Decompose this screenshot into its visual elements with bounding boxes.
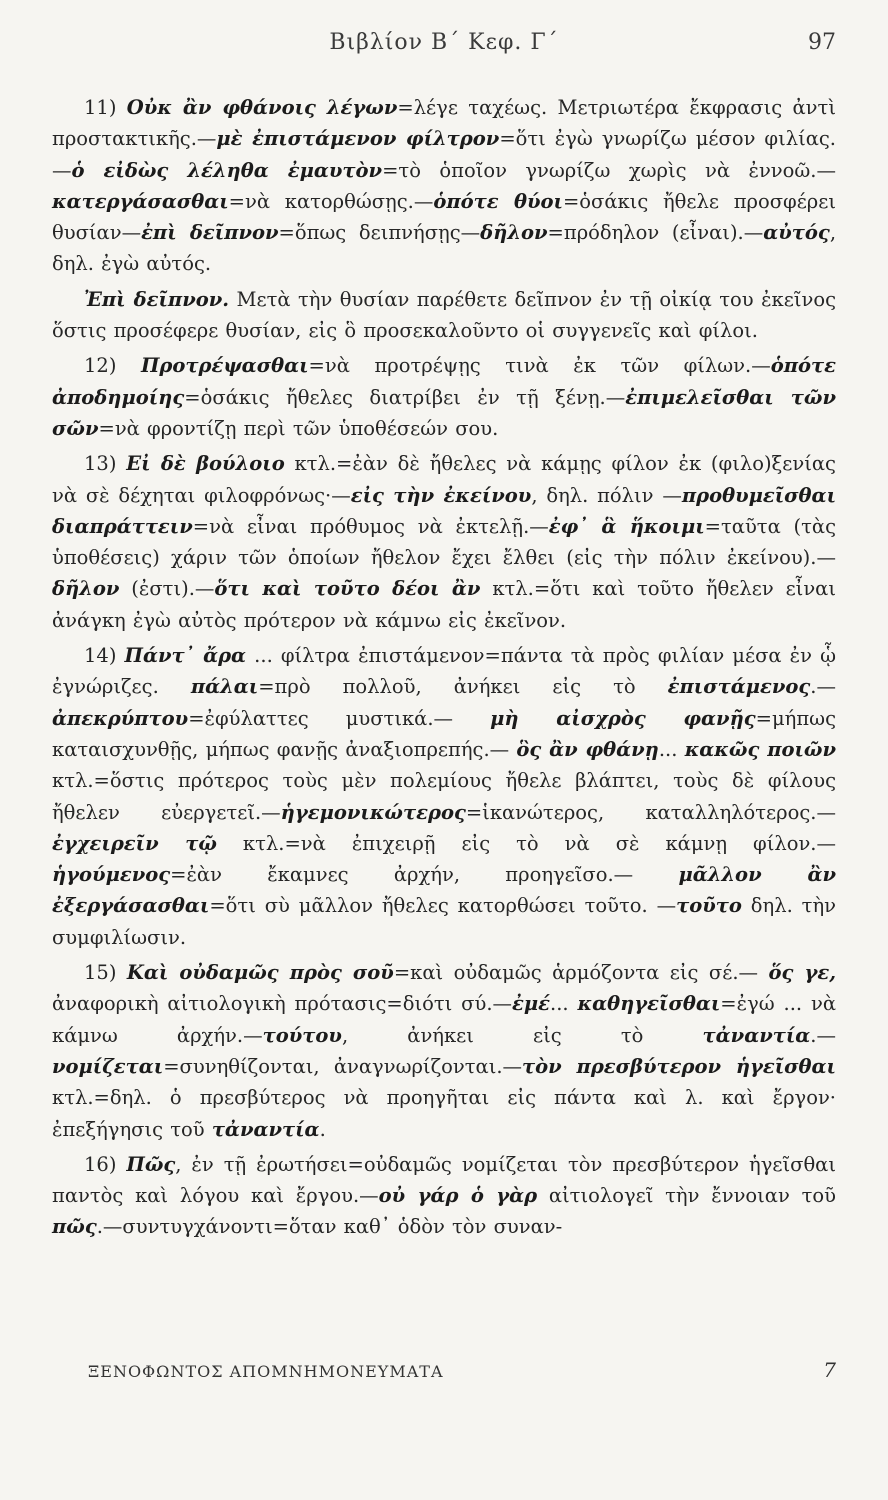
- lemma-term: Ἐπὶ δεῖπνον.: [84, 287, 230, 311]
- lemma-term: νομίζεται: [52, 1054, 164, 1078]
- lemma-term: ἐπιμελεῖσθαι τῶν σῶν: [52, 385, 837, 440]
- lemma-term: τοῦτο: [676, 894, 742, 918]
- gloss-text: ... φίλτρα ἐπιστάμενον=πάντα τὰ πρὸς φιλίαν μέσα ἐν ᾧ ἐγνώριζες.: [52, 644, 836, 699]
- lemma-term: ἡγεμονικώτερος: [280, 800, 466, 824]
- signature-mark: 7: [823, 1358, 836, 1382]
- gloss-text: =νὰ προτρέψῃς τινὰ ἐκ τῶν φίλων.—: [308, 354, 771, 378]
- lemma-term: εἰς τὴν ἐκείνου: [350, 483, 532, 507]
- lemma-term: ὅτι καὶ τοῦτο δέοι ἂν: [214, 577, 481, 601]
- gloss-text: κτλ.=ἐὰν δὲ ἤθελες νὰ κάμῃς φίλον ἐκ (φιλο)ξενίας νὰ σὲ δέχηται φιλοφρόνως·—: [52, 452, 836, 507]
- lemma-term: Εἰ δὲ βούλοιο: [126, 452, 285, 476]
- gloss-text: ...: [658, 737, 685, 761]
- commentary-paragraph: [52, 92, 836, 280]
- gloss-text: Μετὰ τὴν θυσίαν παρέθετε δεῖπνον ἐν τῇ οἰκίᾳ του ἐκεῖνος ὅστις προσέφερε θυσίαν, εἰς ὃ προσεκαλοῦντο οἱ συγγενεῖς καὶ φίλοι.: [52, 287, 837, 343]
- gloss-text: =νὰ φροντίζῃ περὶ τῶν ὑποθέσεών σου.: [98, 416, 499, 440]
- gloss-text: =ταῦτα (τὰς ὑποθέσεις) χάριν τῶν ὁποίων ἤθελον ἔχει ἔλθει (εἰς τὴν πόλιν ἐκείνου).—: [52, 514, 836, 570]
- gloss-text: =λέγε ταχέως. Μετριωτέρα ἔκφρασις ἀντὶ προστακτικῆς.—: [52, 96, 836, 151]
- lemma-term: δῆλον: [480, 221, 548, 245]
- lemma-term: ἀπεκρύπτου: [52, 706, 189, 730]
- lemma-term: ἐπιστάμενος: [667, 675, 811, 699]
- gloss-text: κτλ.=δηλ. ὁ πρεσβύτερος νὰ προηγῆται εἰς πάντα καὶ λ. καὶ ἔργον· ἐπεξήγησις τοῦ: [52, 1086, 836, 1141]
- lemma-term: αὐτός: [763, 221, 830, 245]
- gloss-text: .—συντυγχάνοντι=ὅταν καθ᾿ ὁδὸν τὸν συναν-: [96, 1215, 563, 1239]
- gloss-text: .—: [810, 1023, 836, 1047]
- gloss-text: =ἱκανώτερος, καταλληλότερος.—: [465, 800, 836, 824]
- commentary-paragraph: [52, 448, 836, 636]
- gloss-text: δηλ. τὴν συμφιλίωσιν.: [52, 894, 837, 949]
- lemma-term: τἀναντία: [211, 1117, 320, 1141]
- commentary-paragraph: [52, 1149, 836, 1243]
- gloss-text: =καὶ οὐδαμῶς ἁρμόζοντα εἰς σέ.—: [393, 961, 769, 985]
- gloss-text: =μήπως καταισχυνθῇς, μήπως φανῇς ἀναξιοπρεπής.—: [52, 706, 836, 761]
- gloss-text: , δηλ. πόλιν —: [531, 483, 682, 507]
- gloss-text: =συνηθίζονται, ἀναγνωρίζονται.—: [163, 1054, 523, 1078]
- commentary-paragraph: [52, 640, 836, 953]
- page-footer: [88, 1358, 836, 1392]
- lemma-term: μᾶλλον ἂν ἐξεργάσασθαι: [52, 863, 836, 918]
- commentary-body: [52, 92, 836, 1247]
- gloss-text: 11): [84, 96, 127, 119]
- commentary-paragraph: [52, 350, 836, 444]
- lemma-term: καθηγεῖσθαι: [577, 992, 721, 1016]
- lemma-term: οὐ γάρ ὁ γὰρ: [378, 1184, 538, 1208]
- gloss-text: , ἐν τῇ ἐρωτήσει=οὐδαμῶς νομίζεται τὸν πρεσβύτερον ἡγεῖσθαι παντὸς καὶ λόγου καὶ ἔργου.—: [52, 1152, 836, 1208]
- gloss-text: αἰτιολογεῖ τὴν ἔννοιαν τοῦ: [537, 1184, 836, 1208]
- gloss-text: =ὅτι σὺ μᾶλλον ἤθελες κατορθώσει τοῦτο. —: [209, 894, 677, 918]
- gloss-text: , δηλ. ἐγὼ αὐτός.: [52, 221, 837, 276]
- gloss-text: =ὁσάκις ἤθελες διατρίβει ἐν τῇ ξένῃ.—: [184, 385, 626, 409]
- lemma-term: μὲ ἐπιστάμενον φίλτρον: [216, 127, 500, 151]
- lemma-term: ἡγούμενος: [52, 863, 171, 887]
- gloss-text: .—: [810, 675, 836, 699]
- lemma-term: προθυμεῖσθαι διαπράττειν: [52, 483, 836, 538]
- lemma-term: δῆλον: [52, 577, 120, 601]
- gloss-text: =νὰ εἶναι πρόθυμος νὰ ἐκτελῇ.—: [192, 514, 549, 538]
- lemma-term: τἀναντία: [702, 1023, 811, 1047]
- lemma-term: Πάντ᾿ ἄρα: [124, 644, 247, 668]
- running-title: Βιβλίον Β΄ Κεφ. Γ΄: [329, 30, 559, 55]
- gloss-text: κτλ.=νὰ ἐπιχειρῇ εἰς τὸ νὰ σὲ κάμνῃ φίλον.—: [216, 831, 836, 855]
- lemma-term: ἐμέ: [512, 992, 551, 1016]
- lemma-term: τούτου: [262, 1023, 342, 1047]
- lemma-term: ἐφ᾿ ἃ ἥκοιμι: [548, 514, 705, 538]
- gloss-text: =ἐὰν ἔκαμνες ἀρχήν, προηγεῖσο.—: [170, 863, 679, 887]
- gloss-text: =ἐγώ ... νὰ κάμνω ἀρχήν.—: [52, 992, 837, 1047]
- gloss-text: κτλ.=ὅστις πρότερος τοὺς μὲν πολεμίους ἤθελε βλάπτει, τοὺς δὲ φίλους ἤθελεν εὐεργετεῖ.—: [52, 769, 836, 824]
- gloss-text: 12): [84, 354, 141, 378]
- gloss-text: 15): [84, 961, 127, 985]
- lemma-term: ὃς ἂν φθάνῃ: [516, 737, 659, 761]
- lemma-term: πῶς: [52, 1215, 97, 1239]
- lemma-term: ἐπὶ δεῖπνον: [141, 221, 279, 245]
- lemma-term: Καὶ οὐδαμῶς πρὸς σοῦ: [126, 961, 394, 985]
- lemma-term: Οὐκ ἂν φθάνοις λέγων: [126, 96, 398, 119]
- lemma-term: τὸν πρεσβύτερον ἡγεῖσθαι: [522, 1054, 836, 1078]
- commentary-paragraph: [52, 957, 836, 1145]
- commentary-paragraph: [52, 284, 836, 347]
- gloss-text: =ἐφύλαττες μυστικά.—: [188, 706, 491, 730]
- lemma-term: κακῶς ποιῶν: [684, 737, 837, 761]
- gloss-text: =ὅτι ἐγὼ γνωρίζω μέσον φιλίας.—: [52, 127, 837, 182]
- gloss-text: =ὁσάκις ἤθελε προσφέρει θυσίαν—: [52, 189, 837, 245]
- gloss-text: ...: [550, 992, 578, 1016]
- lemma-term: πάλαι: [190, 675, 259, 699]
- gloss-text: (ἐστι).—: [119, 577, 215, 601]
- gloss-text: ἀναφορικὴ αἰτιολογικὴ πρότασις=διότι σύ.—: [52, 992, 513, 1016]
- gloss-text: 14): [84, 644, 125, 668]
- page-number: 97: [808, 30, 836, 55]
- gloss-text: =τὸ ὁποῖον γνωρίζω χωρὶς νὰ ἐννοῶ.—: [382, 158, 836, 182]
- lemma-term: ὁπότε θύοι: [433, 189, 563, 213]
- footer-book-title: ΞΕΝΟΦΩΝΤΟΣ ΑΠΟΜΝΗΜΟΝΕΥΜΑΤΑ: [88, 1362, 444, 1381]
- gloss-text: =νὰ κατορθώσῃς.—: [228, 189, 434, 213]
- gloss-text: =πρὸ πολλοῦ, ἀνήκει εἰς τὸ: [258, 675, 668, 699]
- lemma-term: ὅς γε,: [768, 961, 836, 985]
- gloss-text: 13): [84, 452, 127, 476]
- lemma-term: ὁ εἰδὼς λέληθα ἐμαυτὸν: [71, 158, 383, 182]
- gloss-text: 16): [84, 1152, 127, 1176]
- lemma-term: κατεργάσασθαι: [52, 189, 229, 213]
- gloss-text: κτλ.=ὅτι καὶ τοῦτο ἤθελεν εἶναι ἀνάγκη ἐγὼ αὐτὸς πρότερον νὰ κάμνω εἰς ἐκεῖνον.: [52, 577, 836, 632]
- lemma-term: ὁπότε ἀποδημοίης: [52, 354, 836, 409]
- lemma-term: μὴ αἰσχρὸς φανῇς: [490, 706, 756, 730]
- lemma-term: Προτρέψασθαι: [140, 354, 309, 378]
- lemma-term: Πῶς: [126, 1152, 176, 1176]
- gloss-text: =ὅπως δειπνήσῃς—: [278, 221, 481, 245]
- gloss-text: .: [319, 1117, 326, 1141]
- lemma-term: ἐγχειρεῖν τῷ: [52, 831, 217, 855]
- page-header: [52, 30, 836, 70]
- gloss-text: , ἀνήκει εἰς τὸ: [341, 1023, 703, 1047]
- gloss-text: =πρόδηλον (εἶναι).—: [547, 221, 764, 245]
